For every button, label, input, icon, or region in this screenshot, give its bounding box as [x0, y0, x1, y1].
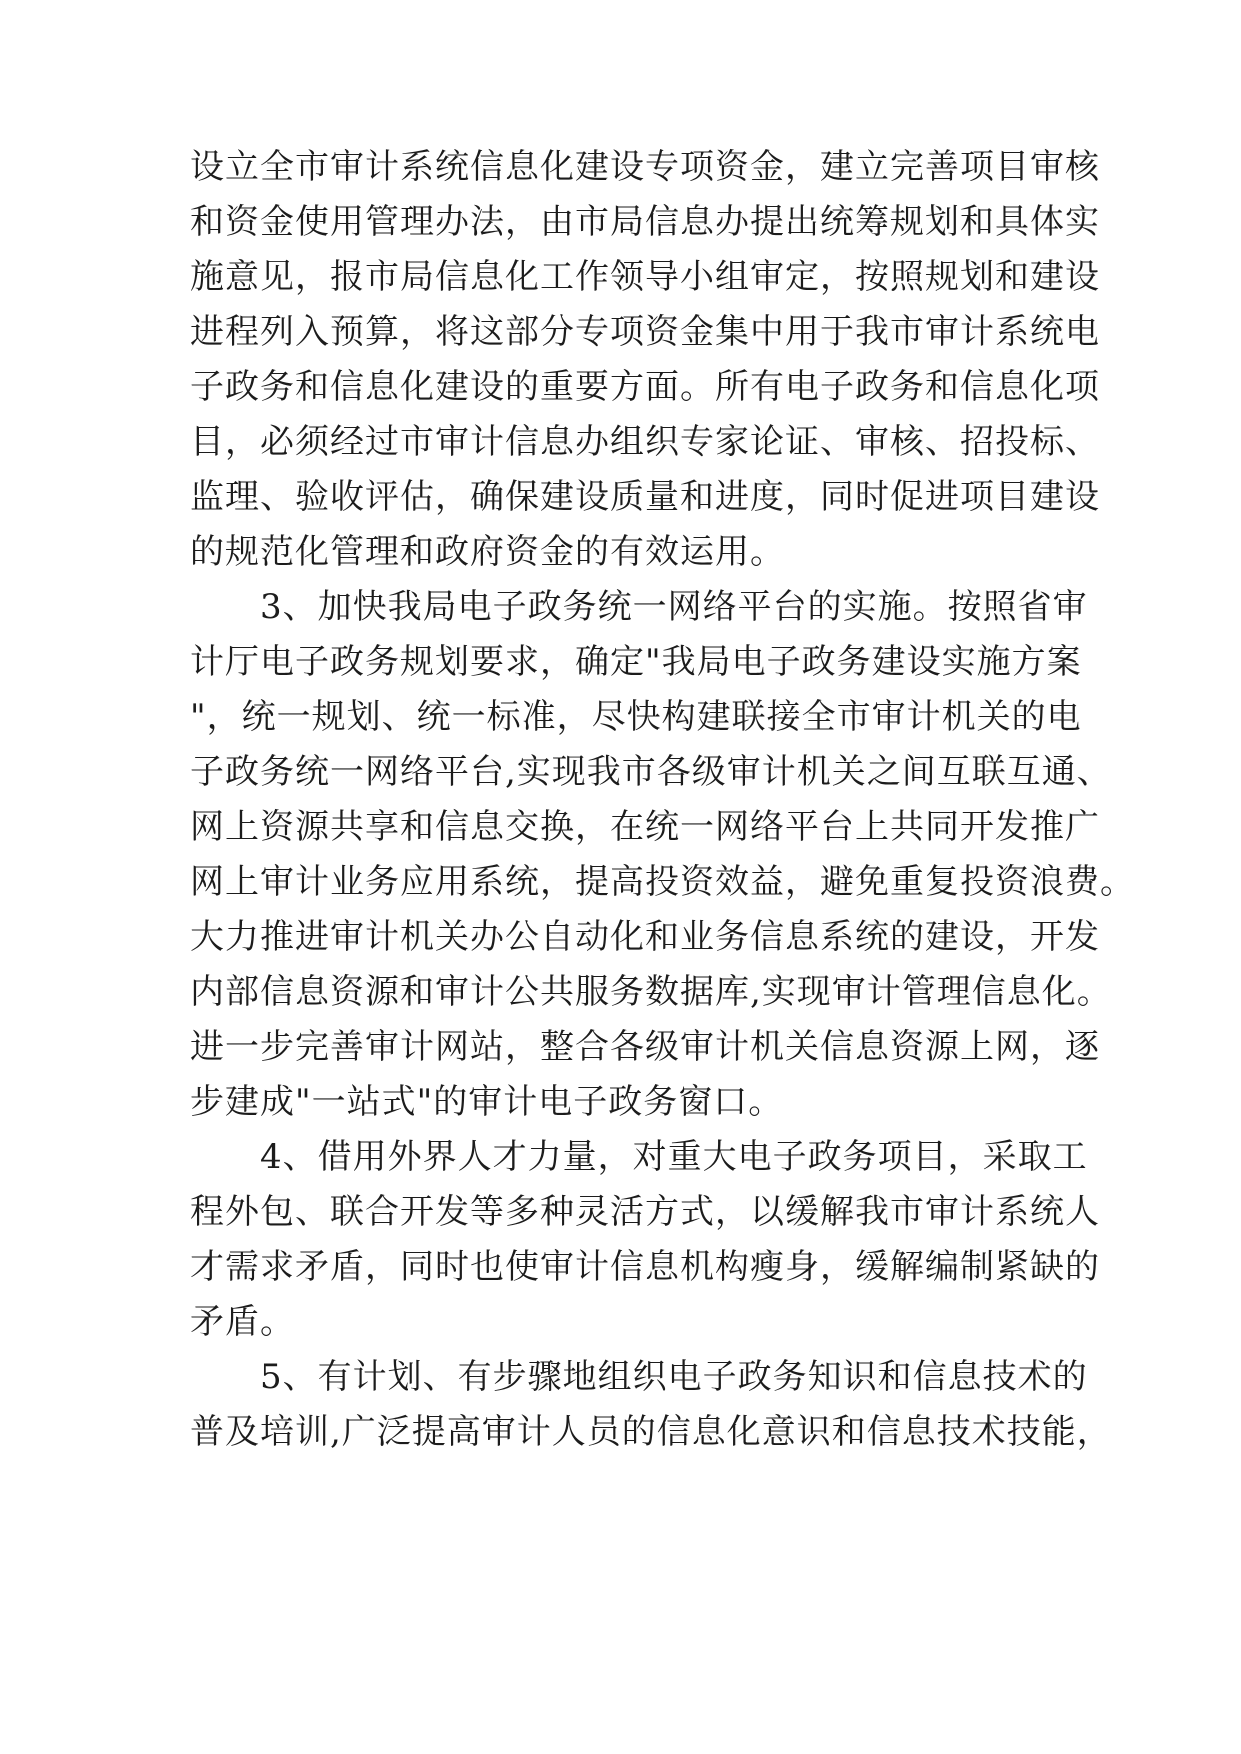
- text-line: 子政务和信息化建设的重要方面。所有电子政务和信息化项: [190, 367, 1100, 407]
- text-line: 的规范化管理和政府资金的有效运用。: [190, 532, 785, 572]
- text-line: "，统一规划、统一标准，尽快构建联接全市审计机关的电: [190, 697, 1082, 737]
- text-line: 矛盾。: [190, 1302, 295, 1342]
- text-line: 内部信息资源和审计公共服务数据库,实现审计管理信息化。: [190, 972, 1112, 1012]
- text-line: 普及培训,广泛提高审计人员的信息化意识和信息技术技能，: [190, 1412, 1112, 1452]
- text-line: 大力推进审计机关办公自动化和业务信息系统的建设，开发: [190, 917, 1100, 957]
- text-line: 设立全市审计系统信息化建设专项资金，建立完善项目审核: [190, 147, 1100, 187]
- text-line: 步建成"一站式"的审计电子政务窗口。: [190, 1082, 784, 1122]
- text-line: 计厅电子政务规划要求，确定"我局电子政务建设实施方案: [190, 642, 1082, 682]
- text-line: 程外包、联合开发等多种灵活方式，以缓解我市审计系统人: [190, 1192, 1100, 1232]
- text-line: 施意见，报市局信息化工作领导小组审定，按照规划和建设: [190, 257, 1100, 297]
- text-line: 4、借用外界人才力量，对重大电子政务项目，采取工: [190, 1137, 1088, 1177]
- text-line: 目，必须经过市审计信息办组织专家论证、审核、招投标、: [190, 422, 1100, 462]
- text-line: 进程列入预算，将这部分专项资金集中用于我市审计系统电: [190, 312, 1100, 352]
- text-line: 监理、验收评估，确保建设质量和进度，同时促进项目建设: [190, 477, 1100, 517]
- text-line: 网上审计业务应用系统，提高投资效益，避免重复投资浪费。: [190, 862, 1135, 902]
- text-line: 网上资源共享和信息交换，在统一网络平台上共同开发推广: [190, 807, 1100, 847]
- text-line: 和资金使用管理办法，由市局信息办提出统筹规划和具体实: [190, 202, 1100, 242]
- text-line: 进一步完善审计网站，整合各级审计机关信息资源上网，逐: [190, 1027, 1100, 1067]
- text-line: 3、加快我局电子政务统一网络平台的实施。按照省审: [190, 587, 1088, 627]
- text-line: 才需求矛盾，同时也使审计信息机构瘦身，缓解编制紧缺的: [190, 1247, 1100, 1287]
- text-line: 子政务统一网络平台,实现我市各级审计机关之间互联互通、: [190, 752, 1112, 792]
- text-line: 5、有计划、有步骤地组织电子政务知识和信息技术的: [190, 1357, 1088, 1397]
